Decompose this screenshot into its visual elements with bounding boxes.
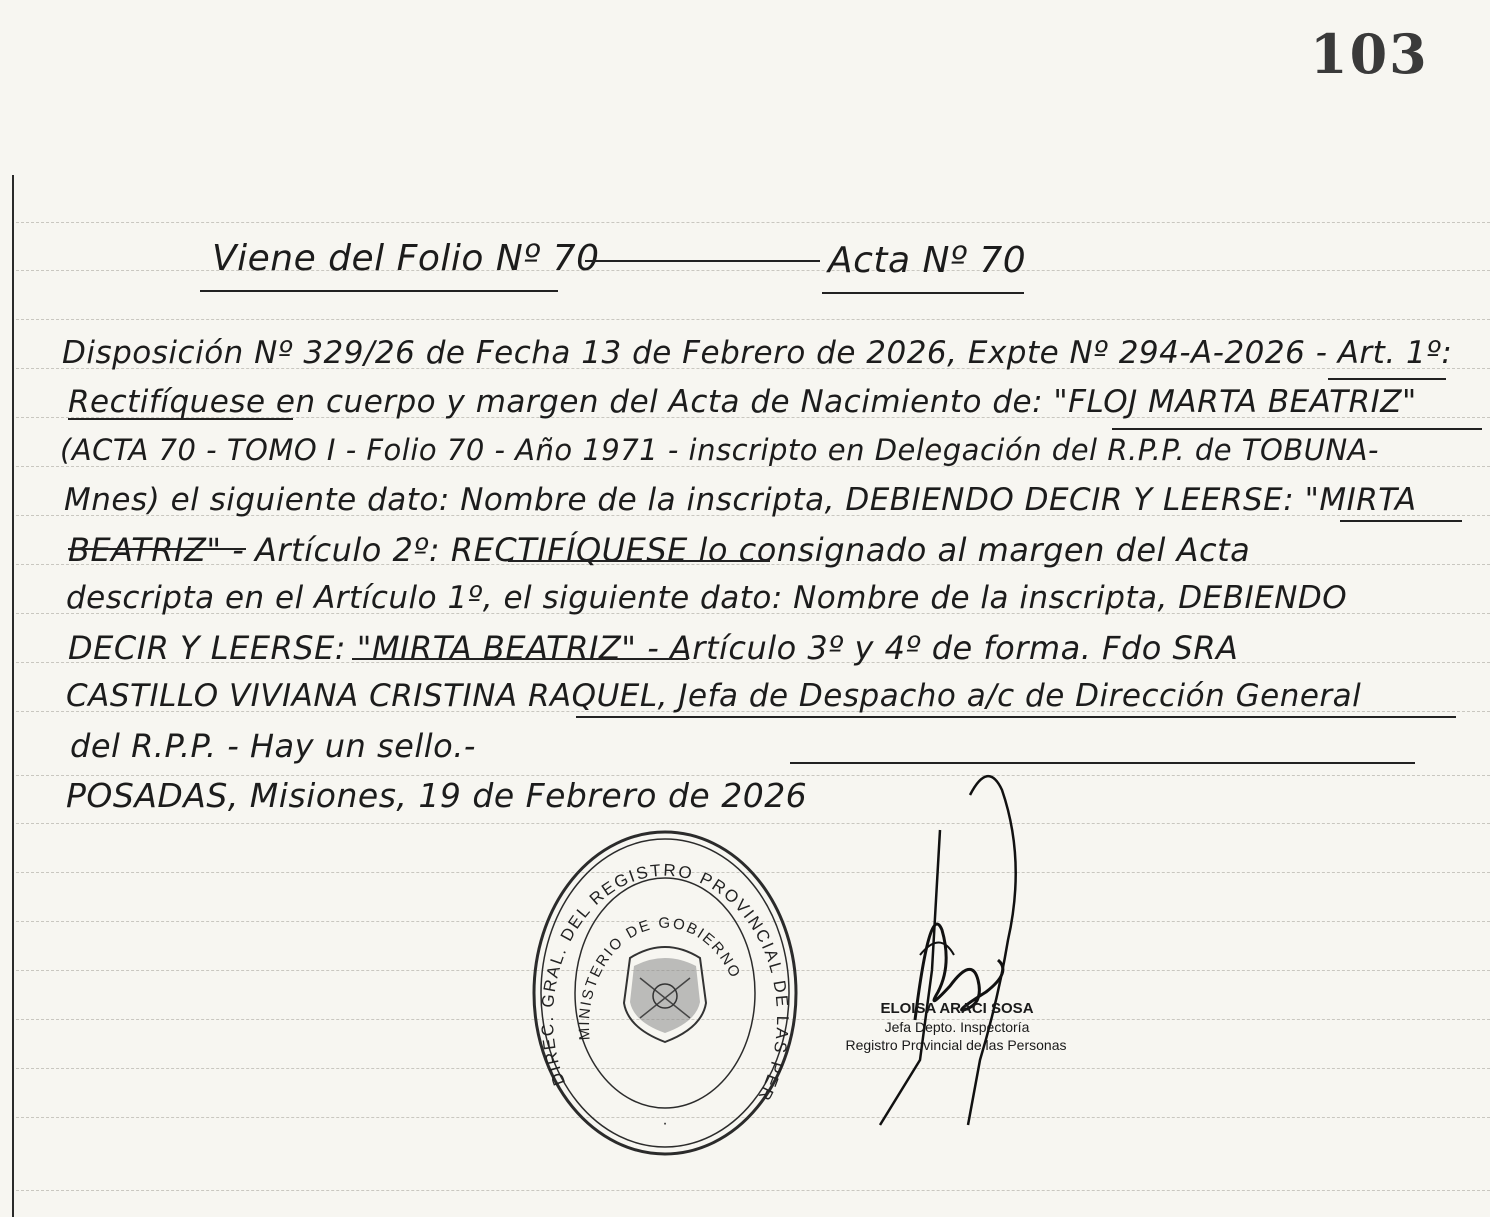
stamp-office: Registro Provincial de las Personas [845,1037,1067,1053]
text-underline [68,548,246,550]
body-line: descripta en el Artículo 1º, el siguiente dato: Nombre de la inscripta, DEBIENDO [66,580,1348,616]
body-line: (ACTA 70 - TOMO I - Folio 70 - Año 1971 - inscripto en Delegación del R.P.P. de TOBUNA- [60,433,1379,467]
text-underline [68,418,293,420]
body-line: DECIR Y LEERSE: "MIRTA BEATRIZ" - Artículo 3º y 4º de forma. Fdo SRA [68,629,1239,667]
ruled-line [16,823,1490,824]
from-folio-heading: Viene del Folio Nº 70 [212,238,600,279]
seal-inner-text: MINISTERIO DE GOBIERNO [575,914,745,1041]
act-number-heading: Acta Nº 70 [828,240,1027,281]
body-line: Mnes) el siguiente dato: Nombre de la inscripta, DEBIENDO DECIR Y LEERSE: "MIRTA [64,482,1417,518]
svg-text:·: · [662,1115,668,1132]
filler-line [585,260,820,262]
ruled-line [16,319,1490,320]
ruled-line [16,1190,1490,1191]
official-seal [530,828,800,1158]
handwritten-signature [860,760,1050,1140]
text-underline [1328,378,1446,380]
act-number-underline [822,292,1024,294]
place-date-line: POSADAS, Misiones, 19 de Febrero de 2026 [66,776,808,815]
stamp-name: ELOISA ARACI SOSA [880,1000,1034,1017]
stamp-title: Jefa Depto. Inspectoría [884,1019,1030,1035]
seal-outer-text: DIREC. GRAL. DEL REGISTRO PROVINCIAL DE LAS PER [537,860,793,1105]
left-margin-line [12,175,14,1217]
body-line: CASTILLO VIVIANA CRISTINA RAQUEL, Jefa de Despacho a/c de Dirección General [66,678,1362,714]
from-folio-underline [200,290,558,292]
closing-line [576,716,1456,718]
text-underline [508,560,770,562]
text-underline [1340,520,1462,522]
body-line: Rectifíquese en cuerpo y margen del Acta de Nacimiento de: "FLOJ MARTA BEATRIZ" [68,384,1417,420]
body-line: Disposición Nº 329/26 de Fecha 13 de Febrero de 2026, Expte Nº 294-A-2026 - Art. 1º: [62,335,1453,371]
body-line: del R.P.P. - Hay un sello.- [70,727,476,765]
text-underline [352,658,688,660]
coat-of-arms-icon [624,947,706,1042]
body-line: BEATRIZ" - Artículo 2º: RECTIFÍQUESE lo consignado al margen del Acta [68,531,1251,569]
ruled-line [16,222,1490,223]
text-underline [1112,428,1482,430]
page-number: 103 [1310,22,1429,86]
